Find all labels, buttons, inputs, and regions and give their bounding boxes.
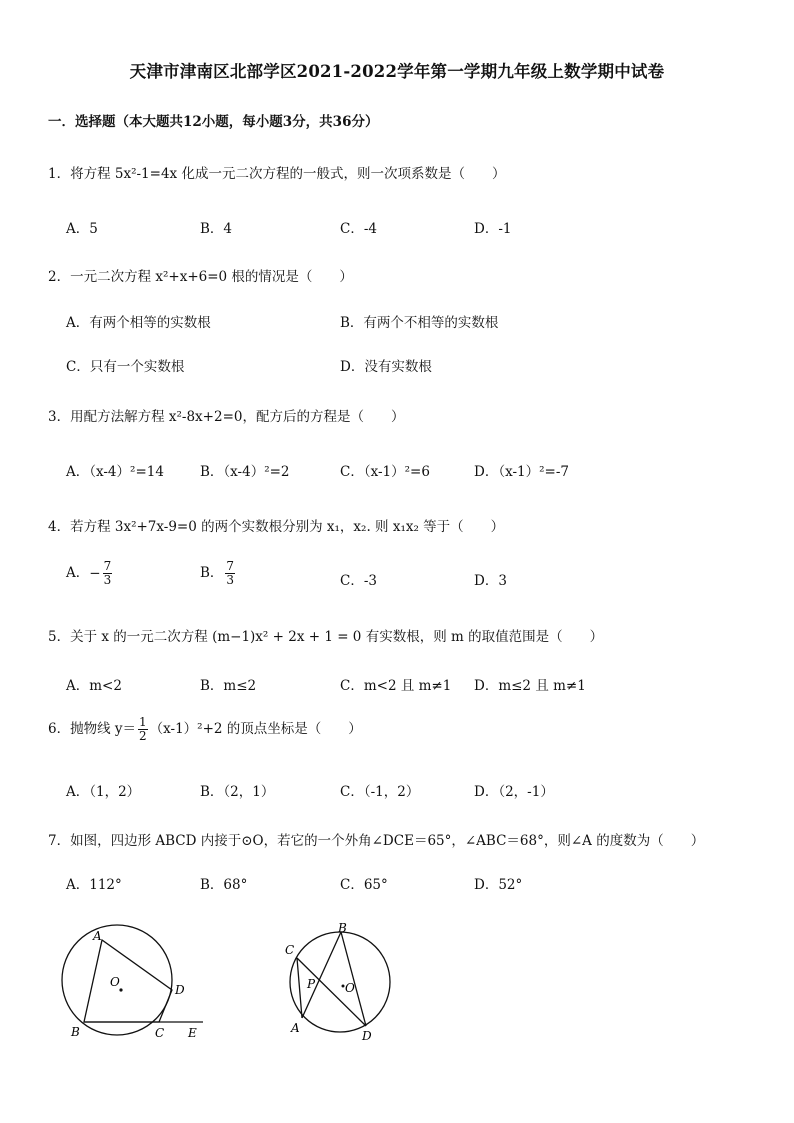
q5-option-c: C．m<2 且 m≠1	[340, 678, 452, 694]
q3-option-c: C．（x-1）²=6	[340, 464, 430, 480]
q6-option-b: B．（2，1）	[200, 784, 275, 800]
q4-option-a-denominator: 3	[103, 573, 112, 587]
figure-inscribed-quadrilateral	[55, 920, 215, 1050]
q5-option-b: B．m≤2	[200, 678, 257, 694]
label-c2: C	[285, 943, 295, 957]
chord-ab	[302, 932, 341, 1018]
circle-o2	[290, 932, 390, 1032]
q7-option-b: B．68°	[200, 877, 248, 893]
q4-option-b-letter: B．	[200, 565, 224, 581]
q4-option-c: C．-3	[340, 573, 377, 589]
q3-option-d: D．（x-1）²=-7	[474, 464, 569, 480]
q6-fraction	[138, 716, 148, 743]
question-6	[48, 716, 362, 743]
q5-option-d: D．m≤2 且 m≠1	[474, 678, 586, 694]
label-p2: P	[307, 977, 316, 991]
center-o-point	[119, 988, 122, 991]
q6-text-after: （x-1）²+2 的顶点坐标是（ ）	[149, 721, 362, 737]
q4-option-a-numerator: 7	[103, 559, 112, 573]
q6-option-c: C．（-1，2）	[340, 784, 420, 800]
chord-bd	[341, 932, 366, 1026]
label-b2: B	[338, 921, 347, 935]
page-title: 天津市津南区北部学区2021-2022学年第一学期九年级上数学期中试卷	[129, 62, 665, 81]
label-b: B	[71, 1025, 80, 1039]
question-4: 4．若方程 3x²+7x-9=0 的两个实数根分别为 x₁，x₂. 则 x₁x₂ 等于（ ）	[48, 519, 505, 535]
q4-option-b-denominator: 3	[226, 573, 235, 587]
q1-option-c: C．-4	[340, 221, 377, 237]
label-d2: D	[362, 1029, 372, 1043]
label-a2: A	[291, 1021, 300, 1035]
q4-option-b-fraction	[225, 560, 235, 587]
q2-option-d: D．没有实数根	[340, 359, 432, 375]
label-d: D	[175, 983, 185, 997]
question-7: 7．如图，四边形 ABCD 内接于⊙O，若它的一个外角∠DCE＝65°，∠ABC＝68°，则∠A 的度数为（ ）	[48, 833, 705, 849]
label-c: C	[155, 1026, 165, 1040]
q4-option-b	[200, 560, 237, 587]
quadrilateral-abcd	[84, 940, 172, 1022]
q6-option-a: A．（1，2）	[66, 784, 141, 800]
q1-option-b: B．4	[200, 221, 233, 237]
question-1: 1．将方程 5x²-1=4x 化成一元二次方程的一般式，则一次项系数是（ ）	[48, 166, 506, 182]
q4-option-a-letter: A．	[66, 565, 90, 581]
q6-denominator: 2	[139, 729, 147, 743]
q6-text-before: 6．抛物线 y＝	[48, 721, 137, 737]
q4-option-d: D．3	[474, 573, 507, 589]
q6-numerator: 1	[139, 715, 147, 729]
label-e: E	[188, 1026, 197, 1040]
label-o2: O	[345, 981, 355, 995]
chord-cd	[297, 958, 366, 1026]
q7-option-c: C．65°	[340, 877, 388, 893]
question-2: 2．一元二次方程 x²+x+6=0 根的情况是（ ）	[48, 269, 353, 285]
q4-option-b-numerator: 7	[226, 559, 235, 573]
q4-option-a-fraction	[103, 560, 113, 587]
question-5: 5．关于 x 的一元二次方程 (m−1)x² + 2x + 1 = 0 有实数根，则 m 的取值范围是（ ）	[48, 629, 604, 645]
q4-option-a-sign: −	[89, 565, 101, 582]
q3-option-a: A．（x-4）²=14	[66, 464, 164, 480]
q6-option-d: D．（2，-1）	[474, 784, 554, 800]
figure-circle-chords	[280, 918, 410, 1048]
label-o: O	[110, 975, 120, 989]
q7-option-d: D．52°	[474, 877, 523, 893]
q7-option-a: A．112°	[66, 877, 122, 893]
q2-option-c: C．只有一个实数根	[66, 359, 185, 375]
label-a: A	[93, 929, 102, 943]
q1-option-a: A．5	[66, 221, 98, 237]
q2-option-a: A．有两个相等的实数根	[66, 315, 211, 331]
question-3: 3．用配方法解方程 x²-8x+2=0，配方后的方程是（ ）	[48, 409, 405, 425]
q1-option-d: D．-1	[474, 221, 512, 237]
q4-option-a	[66, 560, 114, 587]
q2-option-b: B．有两个不相等的实数根	[340, 315, 499, 331]
q5-option-a: A．m<2	[66, 678, 122, 694]
section-heading: 一．选择题（本大题共12小题，每小题3分，共36分）	[48, 114, 379, 130]
q3-option-b: B．（x-4）²=2	[200, 464, 290, 480]
